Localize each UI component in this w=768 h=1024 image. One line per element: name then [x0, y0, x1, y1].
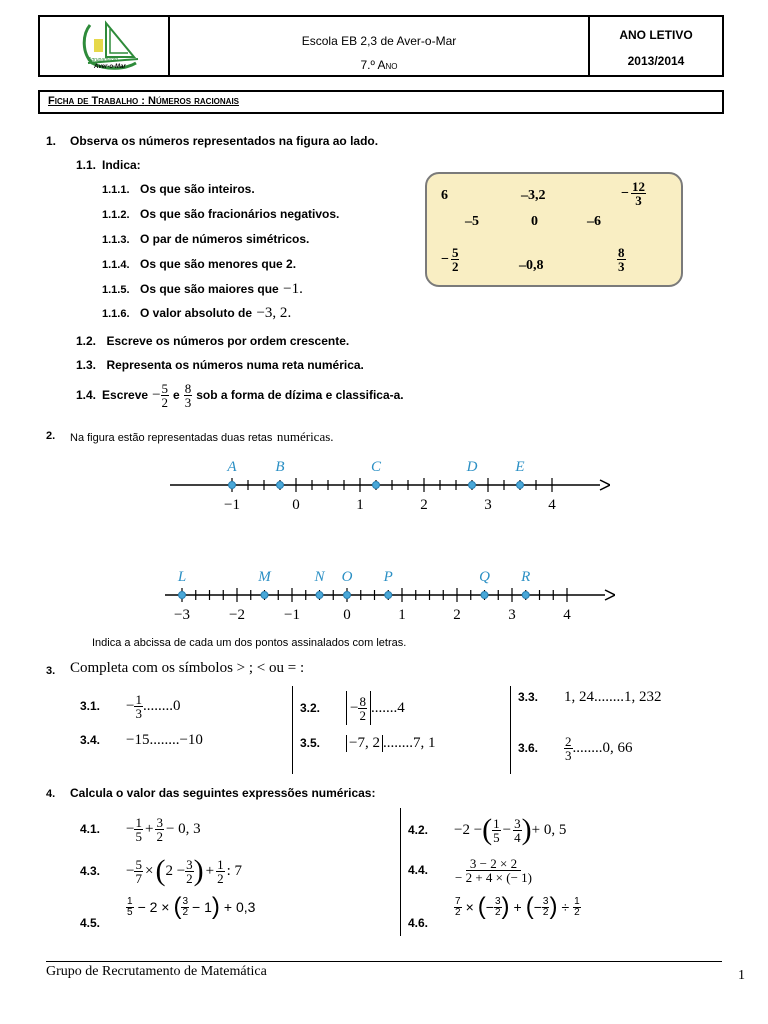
- box-value-m0-8: –0,8: [519, 258, 544, 273]
- q2-text-a: Na figura estão representadas duas retas: [70, 432, 273, 444]
- q4-text: Calcula o valor das seguintes expressões numéricas:: [70, 786, 376, 800]
- tick-label: 0: [343, 607, 351, 623]
- item-3-1: [80, 688, 180, 724]
- right-paren: ): [521, 813, 532, 846]
- point-letter-r: R: [521, 569, 531, 585]
- denominator: 2: [161, 394, 169, 410]
- operator: ×: [144, 862, 154, 879]
- numerator: 3: [182, 895, 189, 907]
- sign: −: [350, 699, 359, 716]
- denominator: 2: [574, 906, 580, 918]
- point-d: [469, 482, 476, 489]
- numerator: 1: [217, 856, 224, 872]
- fraction-2: [494, 897, 502, 918]
- school-year-label: ANO LETIVO: [619, 28, 693, 42]
- item-number: 3.6.: [518, 741, 539, 755]
- fraction-1: [454, 897, 462, 918]
- operator: ÷: [561, 899, 570, 915]
- q2-number: 2.: [46, 430, 56, 442]
- item-number: 3.4.: [80, 733, 101, 747]
- item-1-1-1: [102, 180, 255, 198]
- numerator: 5: [451, 245, 459, 260]
- tick-labels: [224, 497, 556, 513]
- box-value-m3-2: –3,2: [521, 188, 546, 203]
- q2-text: [70, 428, 334, 446]
- fraction-3: [216, 858, 225, 885]
- point-letter-m: M: [258, 569, 271, 585]
- item-1-1-2: [102, 205, 339, 223]
- item-number: 1.1.6.: [102, 308, 130, 320]
- expression: ........0: [142, 697, 181, 714]
- expression: ........7, 1: [382, 734, 436, 751]
- q3-divider-1: [292, 686, 293, 774]
- item-4-2: [408, 812, 566, 848]
- operator: −: [502, 821, 512, 838]
- q1-1-text: Indica:: [102, 158, 141, 172]
- q1-2-number: 1.2.: [76, 334, 97, 348]
- right-paren: ): [501, 893, 510, 920]
- school-name: Escola EB 2,3 de Aver-o-Mar: [301, 34, 457, 48]
- tick-label: 4: [548, 497, 556, 513]
- left-paren: (: [155, 854, 166, 887]
- item-math: −1: [283, 281, 300, 297]
- expression-rest: − 0, 3: [165, 820, 201, 837]
- expression: 1, 24........1, 232: [564, 688, 662, 705]
- denominator: 5: [493, 829, 500, 845]
- q4-number: 4.: [46, 788, 56, 800]
- tick-label: 0: [292, 497, 300, 513]
- abs-value: −7, 2: [346, 735, 383, 752]
- numerator: 3: [514, 815, 521, 831]
- q1-1-number: 1.1.: [76, 158, 97, 172]
- sign: −: [441, 251, 449, 267]
- fraction-2: [155, 816, 164, 843]
- denominator: 4: [514, 829, 521, 845]
- box-value-6: 6: [441, 188, 448, 203]
- q1-number: 1.: [46, 134, 57, 148]
- denominator: 2: [156, 828, 163, 844]
- sign: −: [621, 185, 629, 201]
- number-line-1: [170, 455, 610, 515]
- fraction-2: [181, 897, 189, 918]
- sign: −: [126, 697, 135, 714]
- item-3-2: [300, 688, 405, 728]
- q3-number: 3.: [46, 665, 56, 677]
- item-3-5: [300, 732, 435, 754]
- numerator: 1: [574, 895, 580, 907]
- denominator: 3: [565, 747, 572, 763]
- item-number: 3.2.: [300, 701, 321, 715]
- sheet-title: [48, 95, 239, 107]
- fraction-1: [126, 897, 134, 918]
- item-number: 1.1.3.: [102, 234, 130, 246]
- item-number: 4.4.: [408, 863, 429, 877]
- numerator: 1: [135, 691, 142, 707]
- fraction-2: [513, 817, 522, 844]
- item-3-6: [518, 730, 633, 766]
- footer-rule: [46, 961, 722, 962]
- item-number: 4.6.: [408, 916, 429, 930]
- tick-label: 3: [484, 497, 492, 513]
- right-paren: ): [549, 893, 558, 920]
- q1-2-text: Escreve os números por ordem crescente.: [106, 334, 350, 348]
- item-number: 3.3.: [518, 690, 539, 704]
- numerator: 1: [493, 815, 500, 831]
- denominator: 3: [618, 259, 625, 274]
- q1-4-fraction-2: [184, 382, 193, 409]
- fraction-2: [185, 858, 194, 885]
- box-value-m5: –5: [465, 214, 479, 229]
- denominator: 2: [186, 870, 193, 886]
- item-text: O par de números simétricos.: [139, 232, 310, 246]
- denominator: 3: [184, 394, 192, 410]
- header-table: [38, 15, 724, 77]
- operator: ×: [465, 899, 474, 915]
- point-letter-a: A: [227, 459, 237, 475]
- box-value-0: 0: [531, 214, 538, 229]
- point-letters: [226, 459, 524, 475]
- tick-label: 3: [508, 607, 516, 623]
- item-4-1: [80, 812, 201, 846]
- item-number: 3.5.: [300, 736, 321, 750]
- item-3-4: [80, 730, 203, 750]
- left-paren: (: [173, 893, 182, 920]
- tick-label: −3: [174, 607, 190, 623]
- item-number: 4.5.: [80, 916, 101, 930]
- item-text: Os que são menores que 2.: [139, 257, 297, 271]
- denominator: 2: [451, 259, 459, 274]
- grade-label: 7.º Ano: [360, 58, 398, 72]
- number-line-2: [165, 565, 615, 625]
- footer-group: Grupo de Recrutamento de Matemática: [46, 964, 267, 979]
- numerator: 3: [186, 856, 193, 872]
- point-n: [316, 592, 323, 599]
- arrow-head: [600, 480, 610, 490]
- q4-divider: [400, 808, 401, 936]
- numerator: 3: [542, 895, 549, 907]
- denominator: 2: [359, 707, 366, 723]
- fraction: [358, 695, 367, 722]
- denominator: 2: [494, 906, 501, 918]
- numerator: 8: [184, 380, 192, 396]
- item-number: 4.3.: [80, 864, 101, 878]
- school-year-value: 2013/2014: [627, 54, 685, 68]
- tick-label: 1: [398, 607, 406, 623]
- logo-cell: [40, 17, 170, 75]
- box-value-m6: –6: [587, 214, 601, 229]
- denominator: 7: [135, 870, 142, 886]
- q2-caption: Indica a abcissa de cada um dos pontos assinalados com letras.: [92, 637, 407, 649]
- point-letter-b: B: [275, 459, 285, 475]
- point-c: [373, 482, 380, 489]
- page-number: 1: [738, 968, 745, 983]
- fraction: [454, 857, 533, 884]
- sign: −: [533, 899, 542, 915]
- tick-label: −1: [284, 607, 300, 623]
- item-number: 1.1.5.: [102, 284, 130, 296]
- logo-caption-2: Aver-o-Mar: [94, 64, 126, 70]
- expression-mid: − 2 ×: [137, 899, 170, 915]
- item-4-4: [408, 852, 533, 888]
- left-paren: (: [482, 813, 493, 846]
- point-letter-e: E: [515, 459, 525, 475]
- numerator: 1: [127, 895, 133, 907]
- denominator: 2: [217, 870, 224, 886]
- q1-4: [76, 380, 404, 410]
- item-text: Os que são inteiros.: [139, 182, 255, 196]
- expression-start: −2 −: [454, 821, 483, 838]
- left-paren: (: [477, 893, 486, 920]
- point-letter-l: L: [177, 569, 187, 585]
- q1-4-fraction-1: [161, 382, 170, 409]
- sign: −: [485, 899, 494, 915]
- q1-2: [76, 332, 349, 350]
- item-number: 1.1.1.: [102, 184, 130, 196]
- point-m: [261, 592, 268, 599]
- q1-3: [76, 356, 364, 374]
- numerator: 5: [161, 380, 169, 396]
- box-value-8-3: [617, 246, 626, 273]
- fraction-4: [573, 897, 581, 918]
- expression: .......4: [370, 699, 405, 716]
- point-a: [229, 482, 236, 489]
- point-letter-d: D: [466, 459, 478, 475]
- tick-label: 1: [356, 497, 364, 513]
- tick-label: −2: [229, 607, 245, 623]
- numerator: 12: [631, 179, 645, 194]
- fraction: [451, 246, 460, 273]
- q1-3-text: Representa os números numa reta numérica.: [106, 358, 364, 372]
- operator: +: [513, 899, 522, 915]
- q1-text: Observa os números representados na figura ao lado.: [70, 134, 379, 148]
- tick-labels: [174, 607, 571, 623]
- denominator: 2: [542, 906, 549, 918]
- expression: [126, 894, 255, 920]
- denominator: 5: [127, 906, 133, 918]
- numerator: 3: [156, 814, 163, 830]
- expression: [454, 894, 581, 920]
- item-3-3: [518, 688, 662, 706]
- denominator: 2: [182, 906, 189, 918]
- q1-4-number: 1.4.: [76, 388, 97, 402]
- numerator: 5: [135, 856, 142, 872]
- q3-divider-2: [510, 686, 511, 774]
- expression-rest: : 7: [226, 862, 243, 879]
- item-math: −3, 2: [256, 305, 288, 321]
- point-letter-c: C: [370, 459, 382, 475]
- item-number: 4.1.: [80, 822, 101, 836]
- tick-label: 4: [563, 607, 571, 623]
- box-value-m12-3: [621, 180, 646, 207]
- numerator: 8: [618, 245, 625, 260]
- q1-3-number: 1.3.: [76, 358, 97, 372]
- right-paren: ): [193, 854, 204, 887]
- operator: +: [205, 862, 215, 879]
- point-e: [517, 482, 524, 489]
- denominator: 2: [455, 906, 461, 918]
- fraction: [564, 735, 573, 762]
- point-q: [481, 592, 488, 599]
- item-1-1-6: [102, 304, 291, 322]
- sheet-title-topic: Números racionais: [148, 95, 240, 107]
- point-o: [344, 592, 351, 599]
- point-letter-o: O: [341, 569, 353, 585]
- tick-label: −1: [224, 497, 240, 513]
- numerator: 2: [565, 733, 572, 749]
- school-cell: [170, 17, 590, 75]
- left-paren: (: [525, 893, 534, 920]
- expression-rest: + 0,3: [223, 899, 256, 915]
- numerator: 1: [135, 814, 142, 830]
- item-number: 4.2.: [408, 823, 429, 837]
- q2-text-b: numéricas.: [276, 429, 334, 444]
- expression-inner: − 1: [192, 899, 212, 915]
- point-p: [385, 592, 392, 599]
- numbers-box: [425, 172, 683, 287]
- item-text: Os que são fracionários negativos.: [139, 207, 340, 221]
- denominator: 3: [635, 193, 642, 208]
- item-4-3: [80, 852, 242, 890]
- item-end: .: [299, 281, 303, 297]
- fraction-3: [542, 897, 550, 918]
- arrow-head: [605, 590, 615, 600]
- item-1-1-5: [102, 280, 303, 298]
- numerator: 7: [455, 895, 461, 907]
- q1-4-post: sob a forma de dízima e classifica-a.: [196, 388, 404, 402]
- numerator: 3 − 2 × 2: [466, 857, 521, 871]
- item-number: 3.1.: [80, 699, 101, 713]
- numerator: 8: [359, 693, 366, 709]
- sheet-title-box: [38, 90, 724, 114]
- right-paren: ): [211, 893, 220, 920]
- abs-value: [346, 691, 371, 725]
- denominator: 3: [135, 705, 142, 721]
- q1-4-f1-sign: −: [152, 386, 161, 403]
- point-letter-p: P: [383, 569, 393, 585]
- expression: ........0, 66: [572, 739, 633, 756]
- item-1-1-3: [102, 230, 309, 248]
- item-text: O valor absoluto de: [139, 306, 253, 320]
- item-end: .: [287, 305, 292, 321]
- logo-caption-1: Agrupamento: [88, 57, 119, 63]
- point-l: [179, 592, 186, 599]
- operator: +: [144, 820, 154, 837]
- tick-label: 2: [420, 497, 428, 513]
- sign: −: [126, 862, 135, 879]
- q3-text: Completa com os símbolos > ; < ou = :: [70, 660, 305, 676]
- expression: −15........−10: [126, 731, 203, 748]
- fraction: [134, 693, 143, 720]
- fraction: [631, 180, 646, 207]
- sign: −: [126, 820, 135, 837]
- fraction-1: [134, 816, 143, 843]
- point-b: [277, 482, 284, 489]
- point-letters: [177, 569, 531, 585]
- point-r: [522, 592, 529, 599]
- point-letter-q: Q: [479, 569, 490, 585]
- item-number: 1.1.4.: [102, 259, 130, 271]
- numerator: 3: [494, 895, 501, 907]
- tick-label: 2: [453, 607, 461, 623]
- q1-4-mid: e: [173, 388, 180, 402]
- denominator: 5: [135, 828, 142, 844]
- expression-inner: 2 −: [165, 862, 186, 879]
- point-letter-n: N: [314, 569, 325, 585]
- expression-rest: + 0, 5: [531, 821, 567, 838]
- fraction: [617, 246, 626, 273]
- item-text: Os que são maiores que: [139, 282, 279, 296]
- item-number: 1.1.2.: [102, 209, 130, 221]
- denominator: − 2 + 4 × (− 1): [455, 869, 532, 885]
- sheet-title-prefix: Ficha de Trabalho :: [48, 95, 145, 107]
- fraction-1: [492, 817, 501, 844]
- item-1-1-4: [102, 255, 296, 273]
- box-value-m5-2: [441, 246, 459, 273]
- fraction-1: [134, 858, 143, 885]
- q1-4-pre: Escreve: [102, 388, 149, 402]
